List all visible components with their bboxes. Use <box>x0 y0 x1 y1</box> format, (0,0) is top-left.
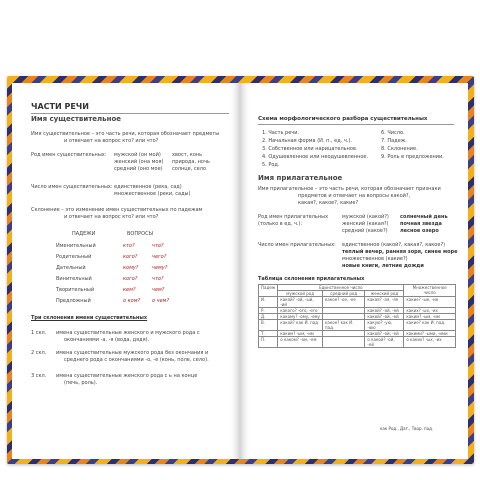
table-cell: какую? -ую, -юю <box>365 320 404 331</box>
table-header-neuter: средний род <box>323 291 365 297</box>
case-q2: что? <box>152 243 164 249</box>
morph-step: 8. Склонение. <box>381 146 418 152</box>
questions-header: ВОПРОСЫ <box>127 231 153 237</box>
table-cell: каких? -ых, -их <box>404 308 456 314</box>
gender-f: женский (она моя) <box>114 159 164 165</box>
morph-scheme-heading: Схема морфологического разбора существительных <box>258 116 428 122</box>
adjective-declension-table <box>258 284 456 348</box>
table-cell: какими? -ыми, -ими <box>404 331 456 337</box>
table-cell: о каком? -ом, -ем <box>278 337 323 348</box>
table-cell: о какой? -ой, -ей <box>365 337 404 348</box>
table-cell: какие? -ые, -ие <box>404 297 456 308</box>
table-cell: какие? как И. пад. <box>404 320 456 331</box>
page-title: ЧАСТИ РЕЧИ <box>31 102 89 111</box>
table-cell: какой? -ой, -ей <box>365 314 404 320</box>
case-q1: кого? <box>123 276 138 282</box>
morph-step: 1. Часть речи. <box>262 130 300 136</box>
table-cell: какая? -ая, -яя <box>365 297 404 308</box>
adj-gender-example: почная звезда <box>400 221 442 227</box>
declension-number: 3 скл. <box>31 373 47 379</box>
adj-gender-example: солнечный день <box>400 214 448 220</box>
table-cell: Д. <box>259 314 278 320</box>
adjective-definition-line1: Имя прилагательное – это часть речи, которая обозначает признаки <box>258 186 441 192</box>
table-cell: каким? -ым, -им <box>404 314 456 320</box>
case-q1: кто? <box>123 243 135 249</box>
title-divider <box>31 113 229 114</box>
table-cell: какой? -ой, -ый, -ий <box>278 297 323 308</box>
table-cell: каким? -ым, -им <box>278 331 323 337</box>
table-cell: Т. <box>259 331 278 337</box>
adj-number-line: новые книги, летние дожди <box>342 263 424 269</box>
table-cell: какого? -ого, -его <box>278 308 323 314</box>
adj-gender-example: лесное озеро <box>400 228 439 234</box>
case-definition-line1: Склонение – это изменение имен существительных по падежам <box>31 207 203 213</box>
table-cell: какому? -ому, -ему <box>278 314 323 320</box>
right-page <box>240 83 468 459</box>
table-cell: какой? -ой, -ей <box>365 308 404 314</box>
table-cell: о каких? -ых, -их <box>404 337 456 348</box>
case-q1: кого? <box>123 254 138 260</box>
declensions-heading: Три склонения имени существительных <box>31 315 148 321</box>
morph-step: 6. Число. <box>381 130 405 136</box>
table-cell <box>323 337 365 348</box>
gender-n: средний (оно мое) <box>114 166 163 172</box>
number-singular: единственное (река, сад) <box>114 184 182 190</box>
noun-gender-label: Род имен существительных: <box>31 152 107 158</box>
table-header-plural: Множественное число <box>404 285 456 297</box>
case-name: Родительный <box>56 254 92 260</box>
morph-step: 7. Падеж. <box>381 138 407 144</box>
declension-text: (печь, роль). <box>64 380 98 386</box>
adj-gender-label: Род имен прилагательных <box>258 214 329 220</box>
case-name: Предложный <box>56 298 91 304</box>
adjective-heading: Имя прилагательное <box>258 174 343 182</box>
noun-definition-line1: Имя существительное – это часть речи, которая обозначает предметы <box>31 131 220 137</box>
table-cell: В. <box>259 320 278 331</box>
case-name: Творительный <box>56 287 95 293</box>
table-cell: И. <box>259 297 278 308</box>
gender-m-example: хвост, конь <box>172 152 203 158</box>
declension-table-title: Таблица склонения прилагательных <box>258 276 365 282</box>
gender-m: мужской (он мой) <box>114 152 161 158</box>
case-name: Именительный <box>56 243 96 249</box>
declension-number: 1 скл. <box>31 330 47 336</box>
case-q2: чего? <box>152 254 167 260</box>
table-cell: какое? -ое, -ее <box>323 297 365 308</box>
morph-step: 4. Одушевленное или неодушевленное. <box>262 154 369 160</box>
declension-number: 2 скл. <box>31 350 47 356</box>
table-header-singular: Единственное число <box>278 285 404 291</box>
left-page <box>12 83 240 459</box>
adj-number-line: множественное (какие?) <box>342 256 408 262</box>
morph-step: 9. Роль в предложении. <box>381 154 444 160</box>
declension-text: имена существительные женского и мужского рода с <box>56 330 200 336</box>
case-q2: что? <box>152 276 164 282</box>
adjective-definition-line3: какая?, какое?, какие? <box>298 200 359 206</box>
declension-text: имена существительные мужского рода без окончания и <box>56 350 209 356</box>
adj-gender: мужской (какой?) <box>342 214 389 220</box>
morph-step: 3. Собственное или нарицательное. <box>262 146 358 152</box>
table-cell: П. <box>259 337 278 348</box>
adjective-definition-line2: предметов и отвечает на вопросы какой?, <box>298 193 411 199</box>
case-q1: о ком? <box>123 298 141 304</box>
noun-definition-line2: и отвечает на вопрос кто? или что? <box>64 138 159 144</box>
gender-f-example: природа, ночь <box>172 159 210 165</box>
table-row <box>259 297 456 308</box>
table-row <box>259 337 456 348</box>
declension-text: окончаниями -а, -я (вода, дядя). <box>64 337 150 343</box>
table-cell: какой? как И. пад. <box>278 320 323 331</box>
adj-number-line: теплый вечер, ранняя зоря, синее море <box>342 249 458 255</box>
declension-text: имена существительные женского рода с ь на конце <box>56 373 198 379</box>
table-header-masculine: мужской род <box>278 291 323 297</box>
case-q1: кем? <box>123 287 136 293</box>
case-q2: о чем? <box>152 298 170 304</box>
table-header-feminine: женский род <box>365 291 404 297</box>
adj-number-label: Число имен прилагательных: <box>258 242 336 248</box>
noun-number-label: Число имен существительных: <box>31 184 113 190</box>
morph-divider <box>258 124 454 125</box>
table-cell: какое? как И. пад. <box>323 320 365 331</box>
number-plural: множественное (реки, сады) <box>114 191 191 197</box>
table-note: как Род., Дат., Твор. пад. <box>380 426 434 431</box>
adj-number-line: единственное (какой?, какая?, какое?) <box>342 242 446 248</box>
gender-n-example: солнце, село <box>172 166 207 172</box>
case-definition-line2: и отвечает на вопрос кто? или что? <box>64 214 159 220</box>
declension-text: среднего рода с окончаниями -о, -е (конь, поле, село). <box>64 357 209 363</box>
morph-step: 5. Род. <box>262 162 280 168</box>
table-header-case: Падеж <box>259 285 278 297</box>
table-cell: Р. <box>259 308 278 314</box>
adj-gender-label-note: (только в ед. ч.): <box>258 221 303 227</box>
case-q2: чем? <box>152 287 165 293</box>
morph-step: 2. Начальная форма (И. п., ед. ч.). <box>262 138 352 144</box>
noun-heading: Имя существительное <box>31 115 122 123</box>
table-cell: какой? -ой, -ей <box>365 331 404 337</box>
case-name: Винительный <box>56 276 92 282</box>
table-row <box>259 320 456 331</box>
case-q2: чему? <box>152 265 168 271</box>
adj-gender: средний (какое?) <box>342 228 388 234</box>
case-q1: кому? <box>123 265 139 271</box>
adj-gender: женский (какая?) <box>342 221 389 227</box>
case-name: Дательный <box>56 265 86 271</box>
cases-header: ПАДЕЖИ <box>72 231 96 237</box>
